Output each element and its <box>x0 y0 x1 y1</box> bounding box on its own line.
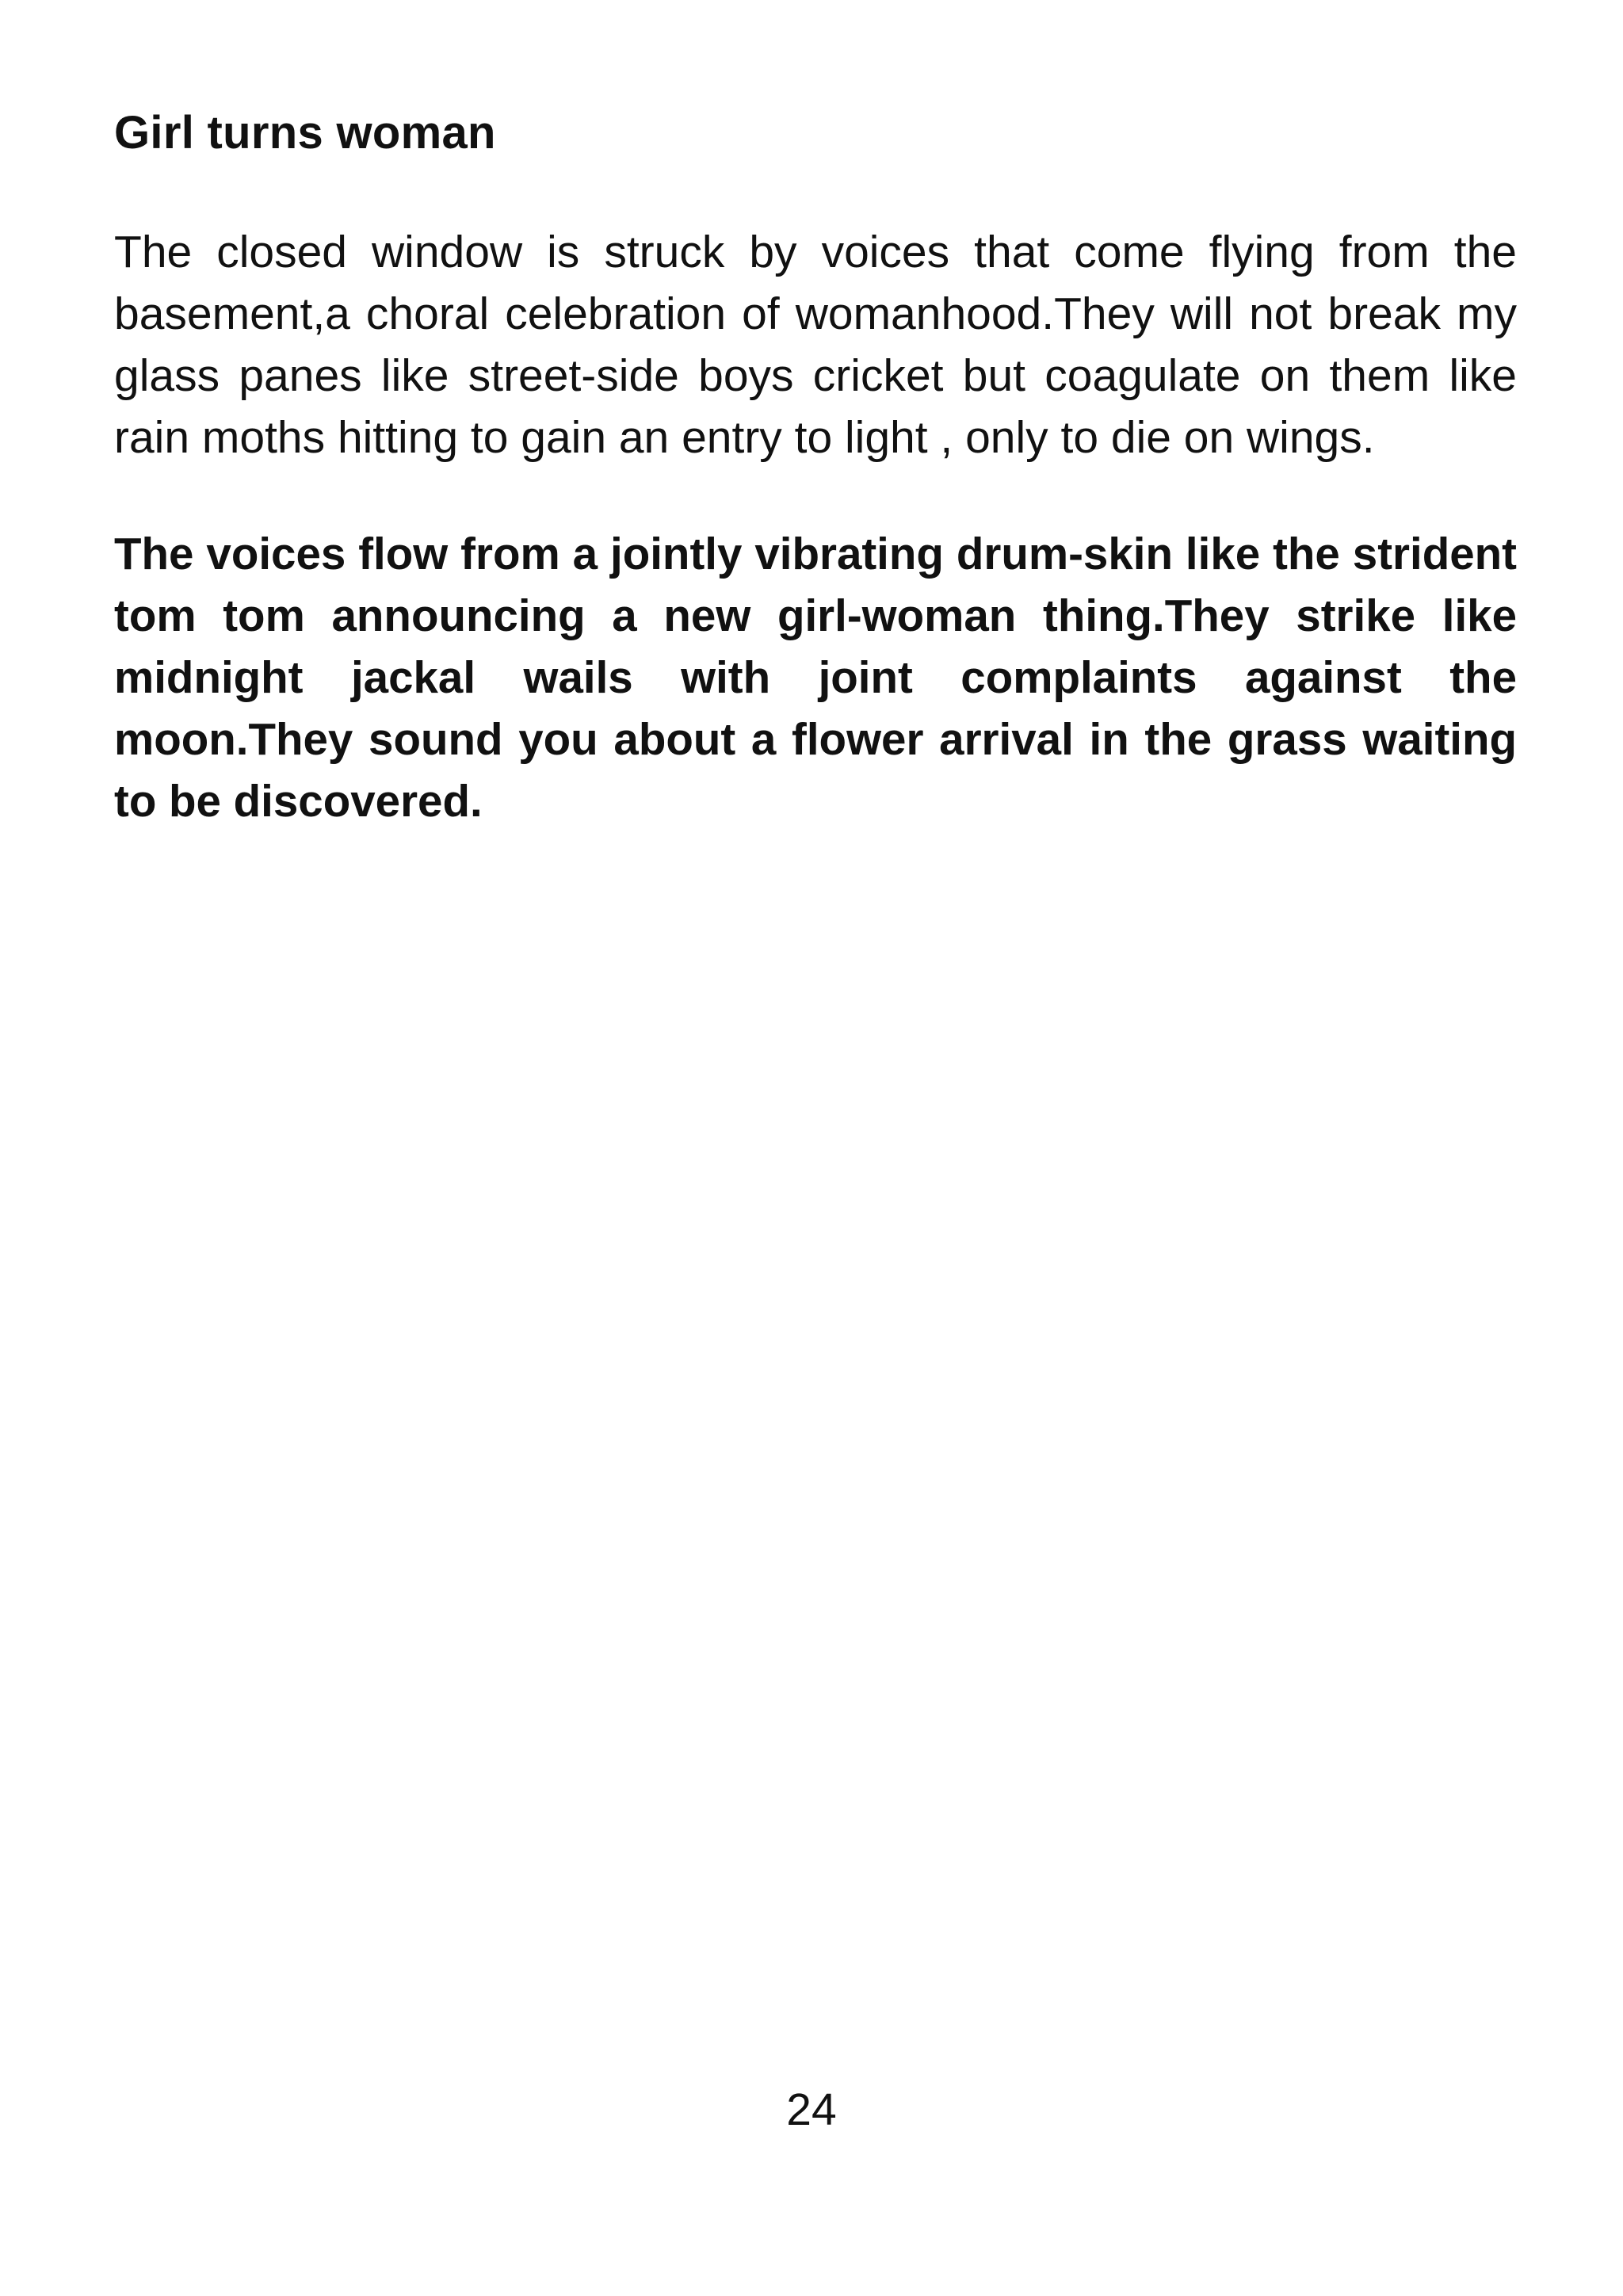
poem-paragraph-2: The voices flow from a jointly vibrating drum-skin like the strident tom tom announcing a new girl-woman thing.They strike like midnight jackal wails with joint complaints against the moon.They sound you about a flower arrival in the grass waiting to be discovered. <box>114 529 1517 826</box>
poem-paragraph-1: The closed window is struck by voices that come flying from the basement,a choral celebration of womanhood.They will not break my glass panes like street-side boys cricket but coagulate on them like rain moths hitting to gain an entry to light , only to die on wings. <box>114 227 1517 463</box>
page-number: 24 <box>786 2084 837 2135</box>
poem-title: Girl turns woman <box>114 107 496 159</box>
